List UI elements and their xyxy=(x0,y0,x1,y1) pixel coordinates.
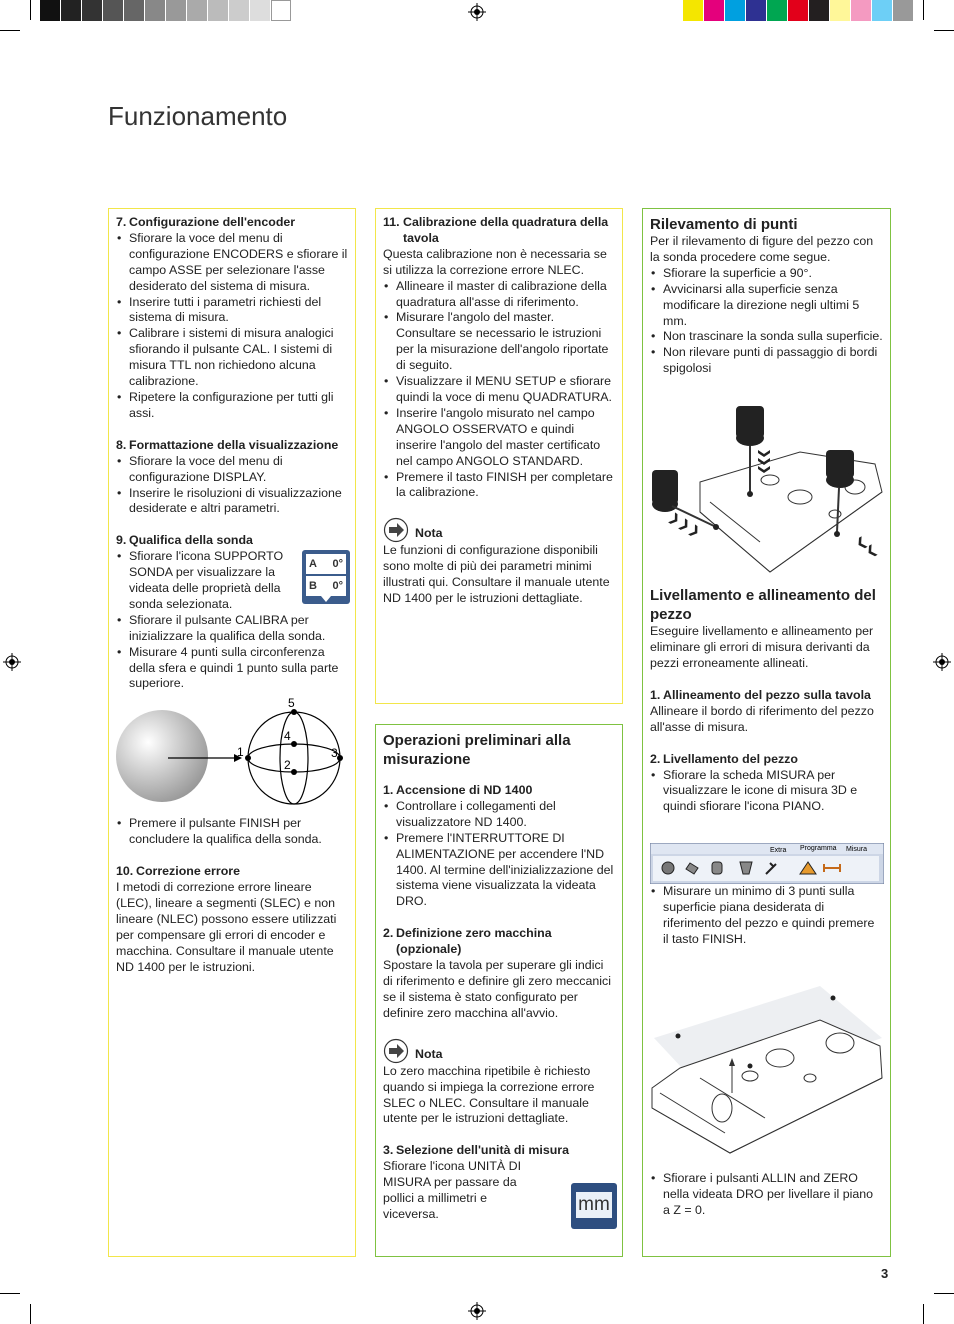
list-item: • Premere il tasto FINISH per completare la calibrazione. xyxy=(383,470,615,502)
crop-mark xyxy=(30,0,31,20)
registration-mark-icon xyxy=(3,653,21,671)
note-text: Le funzioni di configurazione disponibili sono molte di più dei parametri minimi illustrati qui. Consultare il manuale utente ND 1400 per le istruzioni dettagliate. xyxy=(383,543,610,606)
page-number: 3 xyxy=(881,1266,889,1281)
section-heading: 8. Formattazione della visualizzazione xyxy=(116,437,339,452)
section-title: Operazioni preliminari alla misurazione xyxy=(383,732,571,768)
registration-mark-icon xyxy=(468,1302,486,1320)
list-item: • Visualizzare il MENU SETUP e sfiorare quindi la voce di menu QUADRATURA. xyxy=(383,374,615,406)
point-label: 2 xyxy=(284,758,291,772)
tab-extra: Extra xyxy=(770,847,787,854)
list-item: • Non rilevare punti di passaggio di bordi spigolosi xyxy=(650,345,883,377)
paragraph: Sfiorare l'icona UNITÀ DI MISURA per passare da pollici a millimetri e viceversa. xyxy=(383,1159,522,1221)
section-heading: 11. Calibrazione della quadratura della tavola xyxy=(383,215,609,245)
tab-misura: Misura xyxy=(846,846,868,853)
paragraph: Spostare la tavola per superare gli indici di riferimento e definire gli zero meccanici se il sistema è stato configurato per definire zero macchina all'avvio. xyxy=(383,958,611,1020)
sphere-qualification-figure xyxy=(112,694,352,806)
section-heading: 1. Allineamento del pezzo sulla tavola xyxy=(650,687,871,702)
point-label: 3 xyxy=(331,746,338,760)
arrow-right-icon xyxy=(383,1038,409,1064)
list-item: • Premere il pulsante FINISH per concludere la qualifica della sonda. xyxy=(116,816,348,848)
crop-mark xyxy=(30,1304,31,1324)
note-text: Lo zero macchina ripetibile è richiesto quando si impiega la correzione errore SLEC o NLEC. Consultare il manuale utente per le istruzioni dettagliate. xyxy=(383,1063,595,1126)
crop-mark xyxy=(934,30,954,31)
bullet-list xyxy=(383,799,615,910)
section-heading: 10. Correzione errore xyxy=(116,864,240,879)
bullet-list xyxy=(650,266,883,377)
bullet-list xyxy=(383,279,615,502)
list-item: • Sfiorare la superficie a 90°. xyxy=(650,266,883,282)
bullet-list xyxy=(116,816,348,848)
paragraph: Eseguire livellamento e allineamento per eliminare gli errori di misura derivanti da pezzi erroneamente allineati. xyxy=(650,624,874,670)
list-item: • Sfiorare la voce del menu di configurazione ENCODERS e sfiorare il campo ASSE per selezionare l'asse desiderato del sistema di misura. xyxy=(116,231,348,295)
list-item: • Calibrare i sistemi di misura analogici sfiorando il pulsante CAL. I sistemi di misura TTL non richiedono alcuna calibrazione. xyxy=(116,326,348,390)
section-heading: 3. Selezione dell'unità di misura xyxy=(383,1143,570,1158)
section-title: Rilevamento di punti xyxy=(650,216,798,233)
point-label: 1 xyxy=(237,745,244,759)
sphere-tool-icon xyxy=(662,862,674,874)
registration-mark-icon xyxy=(933,653,951,671)
list-item: • Inserire tutti i parametri richiesti del sistema di misura. xyxy=(116,295,348,327)
list-item: • Sfiorare i pulsanti ALLIN and ZERO nella videata DRO per livellare il piano a Z = 0. xyxy=(650,1171,883,1219)
probing-workpiece-figure xyxy=(650,402,884,580)
list-item: • Sfiorare la voce del menu di configurazione DISPLAY. xyxy=(116,454,348,486)
page-title: Funzionamento xyxy=(108,101,288,131)
list-item: • Allineare il master di calibrazione della quadratura all'asse di riferimento. xyxy=(383,279,615,311)
list-item: • Inserire le risoluzioni di visualizzazione desiderate e altri parametri. xyxy=(116,486,348,518)
list-item: • Misurare l'angolo del master. Consultare se necessario le istruzioni per la misurazione dell'angolo riportate di seguito. xyxy=(383,310,615,374)
grayscale-bar xyxy=(40,0,291,21)
paragraph: Allineare il bordo di riferimento del pezzo all'asse di misura. xyxy=(650,703,874,734)
paragraph: I metodi di correzione errore lineare (LEC), lineare a segmenti (SLEC) e non lineare (NLEC) possono essere utilizzati per compensare gli errori di encoder e macchina. Consultare il manuale utente ND 1400 per le istruzioni. xyxy=(116,880,337,974)
point-label: 4 xyxy=(284,729,291,743)
measure-toolbar-figure xyxy=(650,843,884,884)
crop-mark xyxy=(934,1293,954,1294)
registration-mark-icon xyxy=(468,3,486,21)
list-item: • Avvicinarsi alla superficie senza modificare la direzione negli ultimi 5 mm. xyxy=(650,282,883,330)
sphere xyxy=(116,710,208,802)
bullet-list xyxy=(650,768,883,816)
section-heading: 7. Configurazione dell'encoder xyxy=(116,215,296,229)
note-header: Nota xyxy=(383,1038,615,1064)
probe-support-icon: A 0° B 0° xyxy=(302,550,350,604)
list-item: • Controllare i collegamenti del visualizzatore ND 1400. xyxy=(383,799,615,831)
paragraph: Questa calibrazione non è necessaria se si utilizza la correzione errore NLEC. xyxy=(383,246,607,277)
list-item: • Ripetere la configurazione per tutti gli assi. xyxy=(116,390,348,422)
tab-programma: Programma xyxy=(800,845,837,852)
bullet-list xyxy=(116,231,348,422)
bullet-list xyxy=(116,454,348,518)
section-title: Livellamento e allineamento del pezzo xyxy=(650,587,876,624)
note-header: Nota xyxy=(383,517,615,543)
list-item: • Sfiorare l'icona SUPPORTO SONDA per visualizzare la videata delle proprietà della sonda selezionata. xyxy=(116,549,348,613)
bullet-list xyxy=(650,1171,883,1219)
crop-mark xyxy=(0,1293,20,1294)
point-label: 5 xyxy=(288,696,295,710)
section-box-squareness xyxy=(375,208,623,704)
cylinder-tool-icon xyxy=(712,862,722,874)
sphere-wireframe xyxy=(248,712,340,804)
crop-mark xyxy=(923,0,924,20)
section-heading: 2. Livellamento del pezzo xyxy=(650,751,798,766)
plane-leveling-figure xyxy=(650,978,886,1164)
list-item: • Sfiorare la scheda MISURA per visualizzare le icone di misura 3D e quindi sfiorare l'icona PIANO. xyxy=(650,768,883,816)
section-heading: 9. Qualifica della sonda xyxy=(116,533,253,548)
list-item: • Sfiorare il pulsante CALIBRA per inizializzare la qualifica della sonda. xyxy=(116,613,348,645)
crop-mark xyxy=(0,30,20,31)
arrow-right-icon xyxy=(383,517,409,543)
section-heading: 1. Accensione di ND 1400 xyxy=(383,783,533,797)
unit-of-measure-icon: mm xyxy=(571,1183,617,1229)
list-item: • Misurare 4 punti sulla circonferenza della sfera e quindi 1 punto sulla parte superiore. xyxy=(116,645,348,693)
color-bar xyxy=(683,0,914,21)
section-heading: 2. Definizione zero macchina (opzionale) xyxy=(383,926,552,957)
bullet-list xyxy=(650,884,883,948)
section-box-preliminary xyxy=(375,724,623,1257)
list-item: • Non trascinare la sonda sulla superficie. xyxy=(650,329,883,345)
paragraph: Per il rilevamento di figure del pezzo con la sonda procedere come segue. xyxy=(650,234,874,264)
list-item: • Premere l'INTERRUTTORE DI ALIMENTAZIONE per accendere l'ND 1400. Al termine dell'inizializzazione del sistema viene visualizzata la videata DRO. xyxy=(383,831,615,911)
list-item: • Misurare un minimo di 3 punti sulla superficie piana desiderata di riferimento del pezzo e quindi premere il tasto FINISH. xyxy=(650,884,883,948)
list-item: • Inserire l'angolo misurato nel campo ANGOLO OSSERVATO e quindi inserire l'angolo del master certificato nel campo ANGOLO STANDARD. xyxy=(383,406,615,470)
crop-mark xyxy=(923,1304,924,1324)
